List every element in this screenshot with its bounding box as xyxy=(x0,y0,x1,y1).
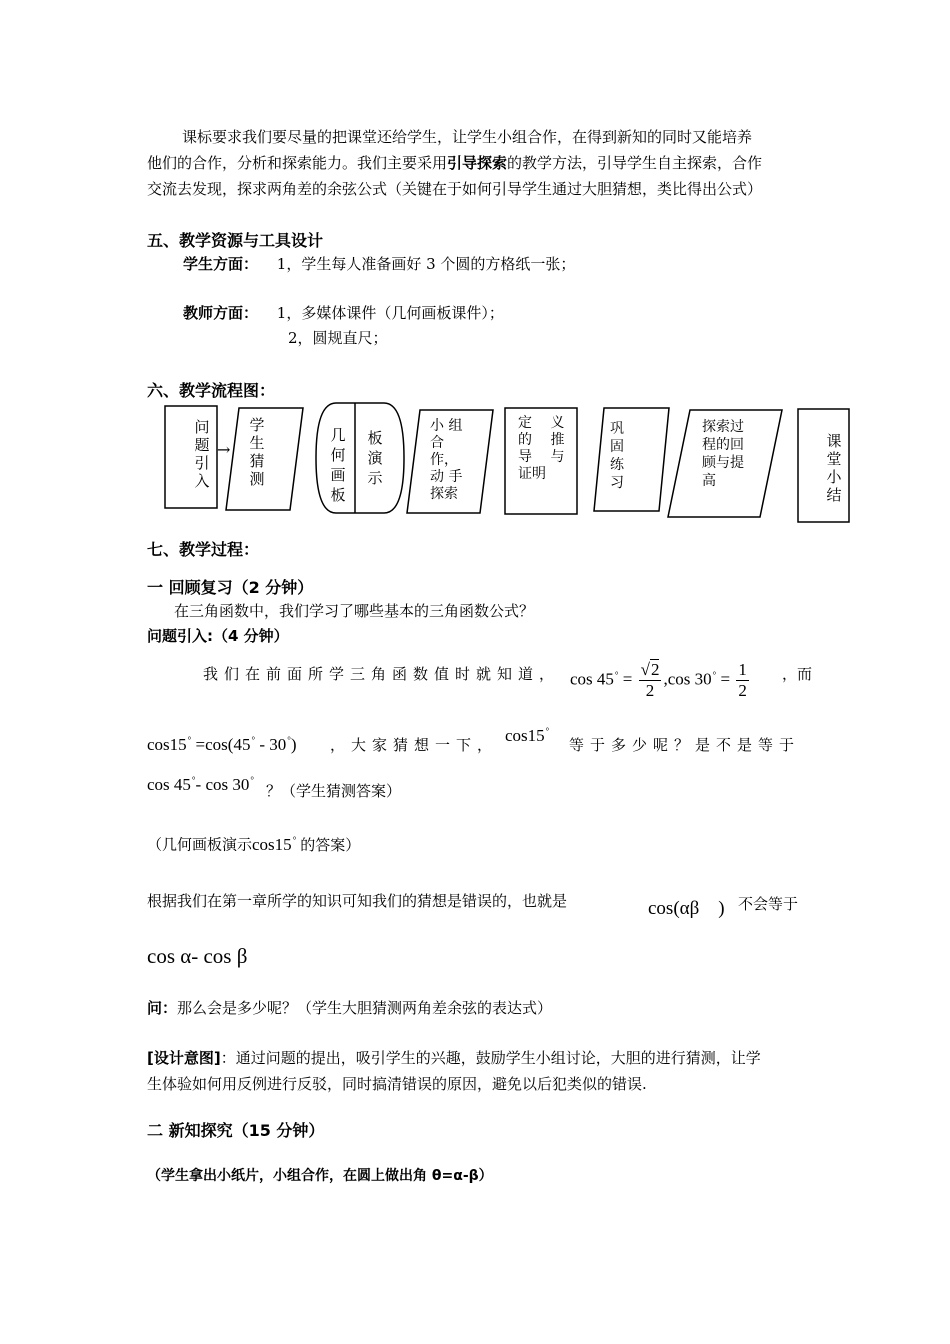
section7-heading: 七、教学过程： xyxy=(147,540,260,559)
math-eq: = xyxy=(622,669,633,689)
math-cos45: cos 45 xyxy=(570,669,614,689)
flow-practice-line: 练 xyxy=(610,457,624,473)
question-line xyxy=(147,996,552,1020)
degree-mark: ° xyxy=(187,735,192,746)
flow-review-line: 探索过 xyxy=(702,419,744,435)
intro-line-2-text: 他们的合作，分析和探索能力。我们主要采用 xyxy=(147,154,448,172)
p1-tail: ，而 xyxy=(782,665,813,683)
math-cos-alpha-beta: cos(αβ ) xyxy=(648,898,725,919)
degree-mark: ° xyxy=(287,735,291,746)
flow-def-line: 导 与 xyxy=(518,449,565,465)
flow-text-group xyxy=(430,418,462,503)
p2-mid: ，大家猜想一下， xyxy=(330,736,499,754)
flow-text-problem: 问题引入 xyxy=(194,418,210,490)
flow-review-line: 高 xyxy=(702,473,716,489)
math-cos15-b xyxy=(505,726,549,746)
p4 xyxy=(147,828,360,857)
section6-heading: 六、教学流程图： xyxy=(147,381,276,400)
intro-line-2-bold: 引导探索 xyxy=(447,154,508,172)
teacher-item-2: 2，圆规直尺； xyxy=(288,329,388,347)
p2-tail: 等于多少呢？是不是等于 xyxy=(569,736,801,754)
flow-text-practice xyxy=(610,420,624,492)
flow-text-sketchpad-left: 几何画板 xyxy=(330,426,346,504)
math-cos-diff: =cos(45 xyxy=(195,735,251,754)
flow-group-line: 动 手 xyxy=(430,469,463,485)
p4-head: （几何画板演示 xyxy=(147,835,253,854)
math-cos15: cos15 xyxy=(147,735,187,754)
flow-group-line: 探索 xyxy=(430,486,458,502)
math-minus-cos30: - cos 30 xyxy=(195,775,250,794)
degree-mark: ° xyxy=(191,775,196,786)
flow-def-line: 证明 xyxy=(518,466,546,482)
frac-sqrt2-over-2 xyxy=(639,660,662,701)
design-intent-line-1 xyxy=(147,1046,761,1070)
flow-text-sketchpad-right: 板演示 xyxy=(367,429,383,487)
math-cos-alpha-minus-cos-beta: cos α- cos β xyxy=(147,944,248,968)
math-cos15-text: cos15 xyxy=(252,834,292,854)
p5-tail: 不会等于 xyxy=(738,895,799,913)
flow-arrow: → xyxy=(217,440,231,459)
flow-text-summary: 课堂小结 xyxy=(826,432,842,504)
degree-mark: ° xyxy=(292,835,297,845)
intro-line-3: 交流去发现，探求两角差的余弦公式（关键在于如何引导学生通过大胆猜想，类比得出公式） xyxy=(147,180,763,198)
math-cos15-identity xyxy=(147,735,297,755)
flow-box-practice xyxy=(594,408,669,511)
math-comma: , xyxy=(663,669,668,689)
frac-1-over-2 xyxy=(736,660,749,701)
frac-den: 2 xyxy=(645,681,655,700)
flow-def-line: 的 推 xyxy=(518,432,565,448)
flow-practice-line: 习 xyxy=(610,475,624,491)
design-intent-line-2: 生体验如何用反例进行反驳，同时搞清错误的原因，避免以后犯类似的错误. xyxy=(147,1075,647,1093)
p5-text: 根据我们在第一章所学的知识可知我们的猜想是错误的，也就是 xyxy=(147,892,568,910)
part2-text: （学生拿出小纸片，小组合作，在圆上做出角 θ=α-β） xyxy=(147,1168,493,1184)
math-minus-30: - 30 xyxy=(259,735,287,754)
question-label: 问： xyxy=(147,999,178,1017)
intro-line-1: 课标要求我们要尽量的把课堂还给学生，让学生小组合作，在得到新知的同时又能培养 xyxy=(182,128,753,146)
frac-num: 1 xyxy=(738,660,747,679)
teacher-label: 教师方面： xyxy=(183,304,259,322)
flow-practice-line: 固 xyxy=(610,439,624,455)
flow-group-line: 小 组 xyxy=(430,418,463,434)
flow-text-review xyxy=(702,418,744,490)
flow-def-line: 定 义 xyxy=(518,415,565,431)
frac-den: 2 xyxy=(738,681,747,700)
part2-heading: 二 新知探究（15 分钟） xyxy=(147,1121,325,1140)
frac-num: √2 xyxy=(640,660,660,679)
question-text: 那么会是多少呢？（学生大胆猜测两角差余弦的表达式） xyxy=(177,999,553,1017)
design-text-1: ：通过问题的提出，吸引学生的兴趣，鼓励学生小组讨论，大胆的进行猜测，让学 xyxy=(220,1049,761,1067)
math-cos30: cos 30 xyxy=(667,669,712,689)
degree-mark: ° xyxy=(250,775,254,786)
math-cos45-b: cos 45 xyxy=(147,775,191,794)
design-label: [设计意图] xyxy=(147,1049,221,1067)
flow-review-line: 顾与提 xyxy=(702,455,744,471)
sqrt-radicand: 2 xyxy=(650,660,660,679)
intro-line-2-tail: 的教学方法，引导学生自主探索，合作 xyxy=(507,154,763,172)
flow-group-line: 合 xyxy=(430,435,444,451)
degree-mark: ° xyxy=(251,735,256,746)
math-cos45-minus-cos30 xyxy=(147,775,254,795)
part1-heading: 一 回顾复习（2 分钟） xyxy=(147,578,314,597)
math-cos15-c xyxy=(252,835,296,854)
p4-tail: 的答案） xyxy=(300,835,361,854)
flow-practice-line: 巩 xyxy=(610,421,624,437)
flow-text-definition xyxy=(518,415,564,483)
flow-group-line: 作， xyxy=(430,452,458,468)
math-cos-values xyxy=(570,660,751,701)
flow-review-line: 程的回 xyxy=(702,437,744,453)
section5-heading: 五、教学资源与工具设计 xyxy=(147,231,324,250)
flowchart-shapes xyxy=(0,0,950,540)
degree-mark: ° xyxy=(712,669,717,680)
math-close-paren: ) xyxy=(290,735,297,754)
flow-text-guess: 学生猜测 xyxy=(249,416,265,488)
student-item: 1，学生每人准备画好 3 个圆的方格纸一张； xyxy=(276,255,576,273)
degree-mark: ° xyxy=(545,726,550,737)
part1-text: 在三角函数中，我们学习了哪些基本的三角函数公式？ xyxy=(174,602,535,620)
math-cos15-text: cos15 xyxy=(505,726,545,745)
math-eq-2: = xyxy=(720,669,731,689)
p1-text: 我们在前面所学三角函数值时就知道， xyxy=(203,665,561,683)
student-label: 学生方面： xyxy=(183,255,259,273)
p3-tail: ？（学生猜测答案） xyxy=(266,782,402,800)
problem-intro-label: 问题引入:（4 分钟） xyxy=(147,627,289,645)
teacher-item-1: 1，多媒体课件（几何画板课件）； xyxy=(276,304,504,322)
degree-mark: ° xyxy=(614,669,619,680)
